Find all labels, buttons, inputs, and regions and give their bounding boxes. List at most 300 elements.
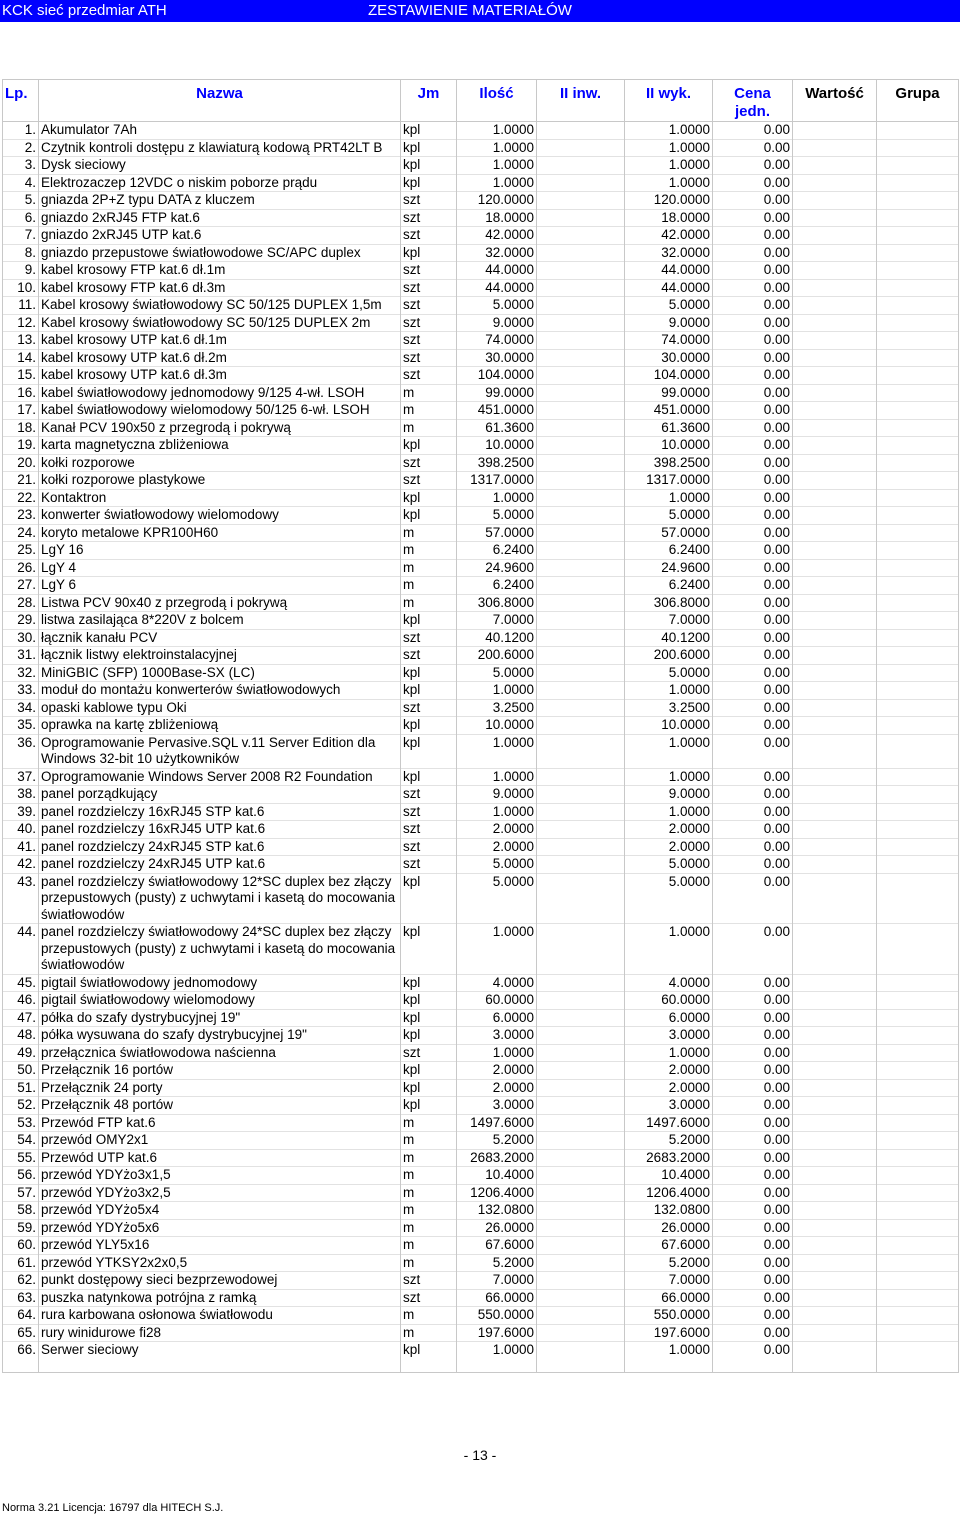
row-quantity: 6.2400 bbox=[457, 577, 537, 595]
row-quantity: 120.0000 bbox=[457, 192, 537, 210]
row-ii-wyk: 1.0000 bbox=[625, 924, 713, 975]
row-unit-price: 0.00 bbox=[713, 682, 793, 700]
row-unit-price: 0.00 bbox=[713, 1009, 793, 1027]
row-lp: 21. bbox=[3, 472, 39, 490]
row-name: kabel krosowy FTP kat.6 dł.1m bbox=[39, 262, 401, 280]
row-lp: 18. bbox=[3, 419, 39, 437]
table-row bbox=[3, 1097, 959, 1115]
row-lp: 47. bbox=[3, 1009, 39, 1027]
row-unit: szt bbox=[401, 367, 457, 385]
row-group bbox=[877, 786, 959, 804]
row-group bbox=[877, 577, 959, 595]
row-name: kabel światłowodowy wielomodowy 50/125 6-wł. LSOH bbox=[39, 402, 401, 420]
row-ii-wyk: 3.0000 bbox=[625, 1097, 713, 1115]
row-unit: kpl bbox=[401, 992, 457, 1010]
row-quantity: 99.0000 bbox=[457, 384, 537, 402]
row-unit-price: 0.00 bbox=[713, 209, 793, 227]
row-name: gniazdo 2xRJ45 FTP kat.6 bbox=[39, 209, 401, 227]
row-ii-inw bbox=[537, 314, 625, 332]
table-row bbox=[3, 699, 959, 717]
row-name: puszka natynkowa potrójna z ramką bbox=[39, 1289, 401, 1307]
row-ii-wyk: 5.2000 bbox=[625, 1132, 713, 1150]
row-unit-price: 0.00 bbox=[713, 297, 793, 315]
row-name: panel rozdzielczy 24xRJ45 UTP kat.6 bbox=[39, 856, 401, 874]
table-row bbox=[3, 244, 959, 262]
row-quantity: 1.0000 bbox=[457, 122, 537, 140]
table-row bbox=[3, 332, 959, 350]
row-group bbox=[877, 489, 959, 507]
row-group bbox=[877, 717, 959, 735]
row-name: pigtail światłowodowy jednomodowy bbox=[39, 974, 401, 992]
row-group bbox=[877, 559, 959, 577]
row-unit: m bbox=[401, 577, 457, 595]
row-value bbox=[793, 402, 877, 420]
row-quantity: 1.0000 bbox=[457, 734, 537, 768]
table-row bbox=[3, 472, 959, 490]
row-ii-wyk: 2.0000 bbox=[625, 838, 713, 856]
row-lp: 35. bbox=[3, 717, 39, 735]
row-ii-inw bbox=[537, 664, 625, 682]
row-lp: 34. bbox=[3, 699, 39, 717]
row-name: kołki rozporowe bbox=[39, 454, 401, 472]
row-lp: 32. bbox=[3, 664, 39, 682]
row-quantity: 3.2500 bbox=[457, 699, 537, 717]
row-value bbox=[793, 1324, 877, 1342]
row-unit: szt bbox=[401, 472, 457, 490]
row-unit: kpl bbox=[401, 612, 457, 630]
row-unit-price: 0.00 bbox=[713, 924, 793, 975]
row-ii-wyk: 6.0000 bbox=[625, 1009, 713, 1027]
row-unit: szt bbox=[401, 786, 457, 804]
row-ii-inw bbox=[537, 717, 625, 735]
row-name: Przełącznik 24 porty bbox=[39, 1079, 401, 1097]
row-unit: szt bbox=[401, 262, 457, 280]
row-unit-price: 0.00 bbox=[713, 992, 793, 1010]
row-group bbox=[877, 1079, 959, 1097]
row-group bbox=[877, 629, 959, 647]
row-value bbox=[793, 1114, 877, 1132]
row-unit: kpl bbox=[401, 139, 457, 157]
row-group bbox=[877, 699, 959, 717]
row-quantity: 5.2000 bbox=[457, 1254, 537, 1272]
row-ii-inw bbox=[537, 786, 625, 804]
table-row bbox=[3, 717, 959, 735]
row-ii-wyk: 306.8000 bbox=[625, 594, 713, 612]
row-name: Dysk sieciowy bbox=[39, 157, 401, 175]
row-ii-inw bbox=[537, 1114, 625, 1132]
table-row bbox=[3, 803, 959, 821]
row-name: półka do szafy dystrybucyjnej 19" bbox=[39, 1009, 401, 1027]
row-lp: 31. bbox=[3, 647, 39, 665]
table-row bbox=[3, 402, 959, 420]
row-ii-inw bbox=[537, 992, 625, 1010]
row-ii-inw bbox=[537, 699, 625, 717]
row-ii-wyk: 1.0000 bbox=[625, 682, 713, 700]
row-quantity: 44.0000 bbox=[457, 279, 537, 297]
row-quantity: 306.8000 bbox=[457, 594, 537, 612]
row-quantity: 1.0000 bbox=[457, 157, 537, 175]
row-name: przewód OMY2x1 bbox=[39, 1132, 401, 1150]
row-unit-price: 0.00 bbox=[713, 139, 793, 157]
row-lp: 66. bbox=[3, 1342, 39, 1373]
row-ii-inw bbox=[537, 262, 625, 280]
row-lp: 17. bbox=[3, 402, 39, 420]
row-value bbox=[793, 803, 877, 821]
row-quantity: 7.0000 bbox=[457, 1272, 537, 1290]
row-name: LgY 6 bbox=[39, 577, 401, 595]
row-unit: szt bbox=[401, 838, 457, 856]
row-name: koryto metalowe KPR100H60 bbox=[39, 524, 401, 542]
row-quantity: 1.0000 bbox=[457, 139, 537, 157]
row-unit: szt bbox=[401, 647, 457, 665]
row-lp: 28. bbox=[3, 594, 39, 612]
row-value bbox=[793, 297, 877, 315]
table-row bbox=[3, 227, 959, 245]
row-quantity: 61.3600 bbox=[457, 419, 537, 437]
row-value bbox=[793, 1167, 877, 1185]
row-name: łącznik kanału PCV bbox=[39, 629, 401, 647]
table-row bbox=[3, 1167, 959, 1185]
table-row bbox=[3, 786, 959, 804]
row-group bbox=[877, 314, 959, 332]
row-name: opaski kablowe typu Oki bbox=[39, 699, 401, 717]
row-name: przewód YTKSY2x2x0,5 bbox=[39, 1254, 401, 1272]
row-group bbox=[877, 1202, 959, 1220]
row-value bbox=[793, 209, 877, 227]
row-name: Przewód FTP kat.6 bbox=[39, 1114, 401, 1132]
row-ii-wyk: 10.0000 bbox=[625, 437, 713, 455]
row-unit-price: 0.00 bbox=[713, 1027, 793, 1045]
row-ii-inw bbox=[537, 157, 625, 175]
row-unit-price: 0.00 bbox=[713, 1324, 793, 1342]
row-unit-price: 0.00 bbox=[713, 1254, 793, 1272]
row-value bbox=[793, 244, 877, 262]
row-group bbox=[877, 612, 959, 630]
row-group bbox=[877, 924, 959, 975]
row-ii-inw bbox=[537, 524, 625, 542]
row-group bbox=[877, 803, 959, 821]
row-ii-inw bbox=[537, 489, 625, 507]
row-unit: kpl bbox=[401, 768, 457, 786]
row-lp: 59. bbox=[3, 1219, 39, 1237]
row-quantity: 26.0000 bbox=[457, 1219, 537, 1237]
row-quantity: 1.0000 bbox=[457, 924, 537, 975]
row-ii-inw bbox=[537, 437, 625, 455]
row-ii-wyk: 3.2500 bbox=[625, 699, 713, 717]
table-row bbox=[3, 1079, 959, 1097]
row-quantity: 9.0000 bbox=[457, 786, 537, 804]
row-ii-wyk: 1.0000 bbox=[625, 768, 713, 786]
row-quantity: 398.2500 bbox=[457, 454, 537, 472]
row-ii-wyk: 57.0000 bbox=[625, 524, 713, 542]
table-row bbox=[3, 314, 959, 332]
row-unit-price: 0.00 bbox=[713, 594, 793, 612]
row-ii-wyk: 6.2400 bbox=[625, 577, 713, 595]
row-value bbox=[793, 454, 877, 472]
row-name: punkt dostępowy sieci bezprzewodowej bbox=[39, 1272, 401, 1290]
row-lp: 9. bbox=[3, 262, 39, 280]
row-quantity: 9.0000 bbox=[457, 314, 537, 332]
row-ii-inw bbox=[537, 594, 625, 612]
row-ii-wyk: 132.0800 bbox=[625, 1202, 713, 1220]
row-ii-wyk: 1.0000 bbox=[625, 1342, 713, 1373]
row-unit-price: 0.00 bbox=[713, 1044, 793, 1062]
row-ii-wyk: 200.6000 bbox=[625, 647, 713, 665]
row-group bbox=[877, 838, 959, 856]
row-value bbox=[793, 174, 877, 192]
row-lp: 62. bbox=[3, 1272, 39, 1290]
row-unit-price: 0.00 bbox=[713, 1307, 793, 1325]
row-ii-inw bbox=[537, 1289, 625, 1307]
row-ii-inw bbox=[537, 297, 625, 315]
row-quantity: 1.0000 bbox=[457, 768, 537, 786]
row-lp: 50. bbox=[3, 1062, 39, 1080]
row-ii-wyk: 1.0000 bbox=[625, 734, 713, 768]
row-value bbox=[793, 1027, 877, 1045]
row-ii-inw bbox=[537, 454, 625, 472]
row-name: gniazda 2P+Z typu DATA z kluczem bbox=[39, 192, 401, 210]
row-ii-inw bbox=[537, 1202, 625, 1220]
table-row bbox=[3, 682, 959, 700]
row-ii-inw bbox=[537, 647, 625, 665]
row-ii-wyk: 3.0000 bbox=[625, 1027, 713, 1045]
row-name: LgY 16 bbox=[39, 542, 401, 560]
row-unit-price: 0.00 bbox=[713, 332, 793, 350]
row-value bbox=[793, 1237, 877, 1255]
table-row bbox=[3, 594, 959, 612]
row-lp: 5. bbox=[3, 192, 39, 210]
row-unit-price: 0.00 bbox=[713, 192, 793, 210]
row-unit: szt bbox=[401, 349, 457, 367]
table-row bbox=[3, 1114, 959, 1132]
row-lp: 40. bbox=[3, 821, 39, 839]
row-unit-price: 0.00 bbox=[713, 1202, 793, 1220]
row-value bbox=[793, 1219, 877, 1237]
row-group bbox=[877, 332, 959, 350]
row-value bbox=[793, 1202, 877, 1220]
row-ii-inw bbox=[537, 629, 625, 647]
row-group bbox=[877, 1184, 959, 1202]
row-unit-price: 0.00 bbox=[713, 507, 793, 525]
row-value bbox=[793, 227, 877, 245]
row-group bbox=[877, 402, 959, 420]
row-ii-inw bbox=[537, 1097, 625, 1115]
row-quantity: 1.0000 bbox=[457, 174, 537, 192]
row-group bbox=[877, 174, 959, 192]
row-ii-inw bbox=[537, 1132, 625, 1150]
row-unit: kpl bbox=[401, 157, 457, 175]
row-group bbox=[877, 507, 959, 525]
table-row bbox=[3, 856, 959, 874]
row-group bbox=[877, 262, 959, 280]
row-value bbox=[793, 279, 877, 297]
row-ii-inw bbox=[537, 974, 625, 992]
row-group bbox=[877, 768, 959, 786]
row-value bbox=[793, 577, 877, 595]
row-ii-wyk: 26.0000 bbox=[625, 1219, 713, 1237]
row-unit-price: 0.00 bbox=[713, 629, 793, 647]
row-group bbox=[877, 1149, 959, 1167]
row-quantity: 6.0000 bbox=[457, 1009, 537, 1027]
row-quantity: 104.0000 bbox=[457, 367, 537, 385]
row-name: przewód YDYżo3x1,5 bbox=[39, 1167, 401, 1185]
row-lp: 2. bbox=[3, 139, 39, 157]
row-unit-price: 0.00 bbox=[713, 472, 793, 490]
row-unit-price: 0.00 bbox=[713, 1132, 793, 1150]
row-quantity: 42.0000 bbox=[457, 227, 537, 245]
row-lp: 23. bbox=[3, 507, 39, 525]
row-lp: 27. bbox=[3, 577, 39, 595]
row-value bbox=[793, 332, 877, 350]
row-group bbox=[877, 594, 959, 612]
col-nazwa: Nazwa bbox=[39, 80, 401, 122]
row-unit-price: 0.00 bbox=[713, 122, 793, 140]
row-value bbox=[793, 856, 877, 874]
row-ii-inw bbox=[537, 192, 625, 210]
row-ii-wyk: 6.2400 bbox=[625, 542, 713, 560]
row-unit: kpl bbox=[401, 974, 457, 992]
row-unit-price: 0.00 bbox=[713, 419, 793, 437]
row-ii-inw bbox=[537, 174, 625, 192]
table-row bbox=[3, 1044, 959, 1062]
row-unit: kpl bbox=[401, 244, 457, 262]
row-ii-wyk: 42.0000 bbox=[625, 227, 713, 245]
row-ii-wyk: 5.0000 bbox=[625, 507, 713, 525]
row-unit-price: 0.00 bbox=[713, 279, 793, 297]
row-lp: 16. bbox=[3, 384, 39, 402]
row-group bbox=[877, 122, 959, 140]
row-quantity: 74.0000 bbox=[457, 332, 537, 350]
row-ii-wyk: 1317.0000 bbox=[625, 472, 713, 490]
row-unit-price: 0.00 bbox=[713, 786, 793, 804]
row-lp: 44. bbox=[3, 924, 39, 975]
row-lp: 64. bbox=[3, 1307, 39, 1325]
row-unit: kpl bbox=[401, 1079, 457, 1097]
row-name: Oprogramowanie Pervasive.SQL v.11 Server Edition dla Windows 32-bit 10 użytkowników bbox=[39, 734, 401, 768]
row-group bbox=[877, 734, 959, 768]
row-name: panel porządkujący bbox=[39, 786, 401, 804]
table-row bbox=[3, 1132, 959, 1150]
row-ii-wyk: 120.0000 bbox=[625, 192, 713, 210]
row-quantity: 1.0000 bbox=[457, 1342, 537, 1373]
row-value bbox=[793, 1097, 877, 1115]
row-name: listwa zasilająca 8*220V z bolcem bbox=[39, 612, 401, 630]
row-ii-inw bbox=[537, 821, 625, 839]
row-unit: m bbox=[401, 1254, 457, 1272]
row-value bbox=[793, 1342, 877, 1373]
col-wartosc: Wartość bbox=[793, 80, 877, 122]
row-value bbox=[793, 873, 877, 924]
row-value bbox=[793, 1289, 877, 1307]
row-name: kabel światłowodowy jednomodowy 9/125 4-wł. LSOH bbox=[39, 384, 401, 402]
row-unit: m bbox=[401, 384, 457, 402]
row-name: panel rozdzielczy światłowodowy 24*SC duplex bez złączy przepustowych (pusty) z uchwytami i kasetą do mocowania światłowodów bbox=[39, 924, 401, 975]
row-name: kabel krosowy UTP kat.6 dł.1m bbox=[39, 332, 401, 350]
table-row bbox=[3, 157, 959, 175]
table-row bbox=[3, 1149, 959, 1167]
row-unit-price: 0.00 bbox=[713, 856, 793, 874]
row-lp: 33. bbox=[3, 682, 39, 700]
document-header bbox=[0, 0, 960, 22]
table-row bbox=[3, 924, 959, 975]
row-lp: 36. bbox=[3, 734, 39, 768]
row-ii-inw bbox=[537, 856, 625, 874]
row-group bbox=[877, 1237, 959, 1255]
row-name: gniazdo przepustowe światłowodowe SC/APC duplex bbox=[39, 244, 401, 262]
row-lp: 65. bbox=[3, 1324, 39, 1342]
row-ii-inw bbox=[537, 612, 625, 630]
row-unit-price: 0.00 bbox=[713, 349, 793, 367]
row-value bbox=[793, 419, 877, 437]
table-row bbox=[3, 262, 959, 280]
row-name: Kanał PCV 190x50 z przegrodą i pokrywą bbox=[39, 419, 401, 437]
row-quantity: 1497.6000 bbox=[457, 1114, 537, 1132]
row-value bbox=[793, 542, 877, 560]
table-row bbox=[3, 1237, 959, 1255]
row-unit-price: 0.00 bbox=[713, 402, 793, 420]
report-title: ZESTAWIENIE MATERIAŁÓW bbox=[368, 2, 572, 19]
row-quantity: 5.2000 bbox=[457, 1132, 537, 1150]
row-quantity: 32.0000 bbox=[457, 244, 537, 262]
row-unit: m bbox=[401, 542, 457, 560]
row-ii-wyk: 30.0000 bbox=[625, 349, 713, 367]
row-name: Serwer sieciowy bbox=[39, 1342, 401, 1373]
row-group bbox=[877, 1062, 959, 1080]
row-unit-price: 0.00 bbox=[713, 717, 793, 735]
row-ii-wyk: 1.0000 bbox=[625, 1044, 713, 1062]
row-name: Przełącznik 48 portów bbox=[39, 1097, 401, 1115]
row-name: panel rozdzielczy 16xRJ45 STP kat.6 bbox=[39, 803, 401, 821]
row-value bbox=[793, 1307, 877, 1325]
row-group bbox=[877, 1254, 959, 1272]
row-unit: kpl bbox=[401, 1062, 457, 1080]
row-group bbox=[877, 524, 959, 542]
row-lp: 8. bbox=[3, 244, 39, 262]
col-lp: Lp. bbox=[3, 80, 39, 122]
row-ii-inw bbox=[537, 419, 625, 437]
row-value bbox=[793, 647, 877, 665]
row-lp: 41. bbox=[3, 838, 39, 856]
row-name: karta magnetyczna zbliżeniowa bbox=[39, 437, 401, 455]
row-unit-price: 0.00 bbox=[713, 542, 793, 560]
row-quantity: 1317.0000 bbox=[457, 472, 537, 490]
row-lp: 52. bbox=[3, 1097, 39, 1115]
row-value bbox=[793, 559, 877, 577]
row-value bbox=[793, 699, 877, 717]
row-quantity: 2.0000 bbox=[457, 821, 537, 839]
row-unit: szt bbox=[401, 1289, 457, 1307]
license-note: Norma 3.21 Licencja: 16797 dla HITECH S.J. bbox=[2, 1502, 224, 1514]
row-unit: kpl bbox=[401, 489, 457, 507]
row-group bbox=[877, 244, 959, 262]
table-row bbox=[3, 1272, 959, 1290]
row-value bbox=[793, 437, 877, 455]
row-lp: 63. bbox=[3, 1289, 39, 1307]
row-unit-price: 0.00 bbox=[713, 1097, 793, 1115]
row-value bbox=[793, 734, 877, 768]
row-group bbox=[877, 209, 959, 227]
row-lp: 45. bbox=[3, 974, 39, 992]
row-value bbox=[793, 349, 877, 367]
row-value bbox=[793, 768, 877, 786]
row-ii-wyk: 1.0000 bbox=[625, 174, 713, 192]
row-ii-inw bbox=[537, 768, 625, 786]
row-unit: kpl bbox=[401, 1097, 457, 1115]
row-value bbox=[793, 192, 877, 210]
row-quantity: 4.0000 bbox=[457, 974, 537, 992]
table-row bbox=[3, 349, 959, 367]
row-unit-price: 0.00 bbox=[713, 768, 793, 786]
